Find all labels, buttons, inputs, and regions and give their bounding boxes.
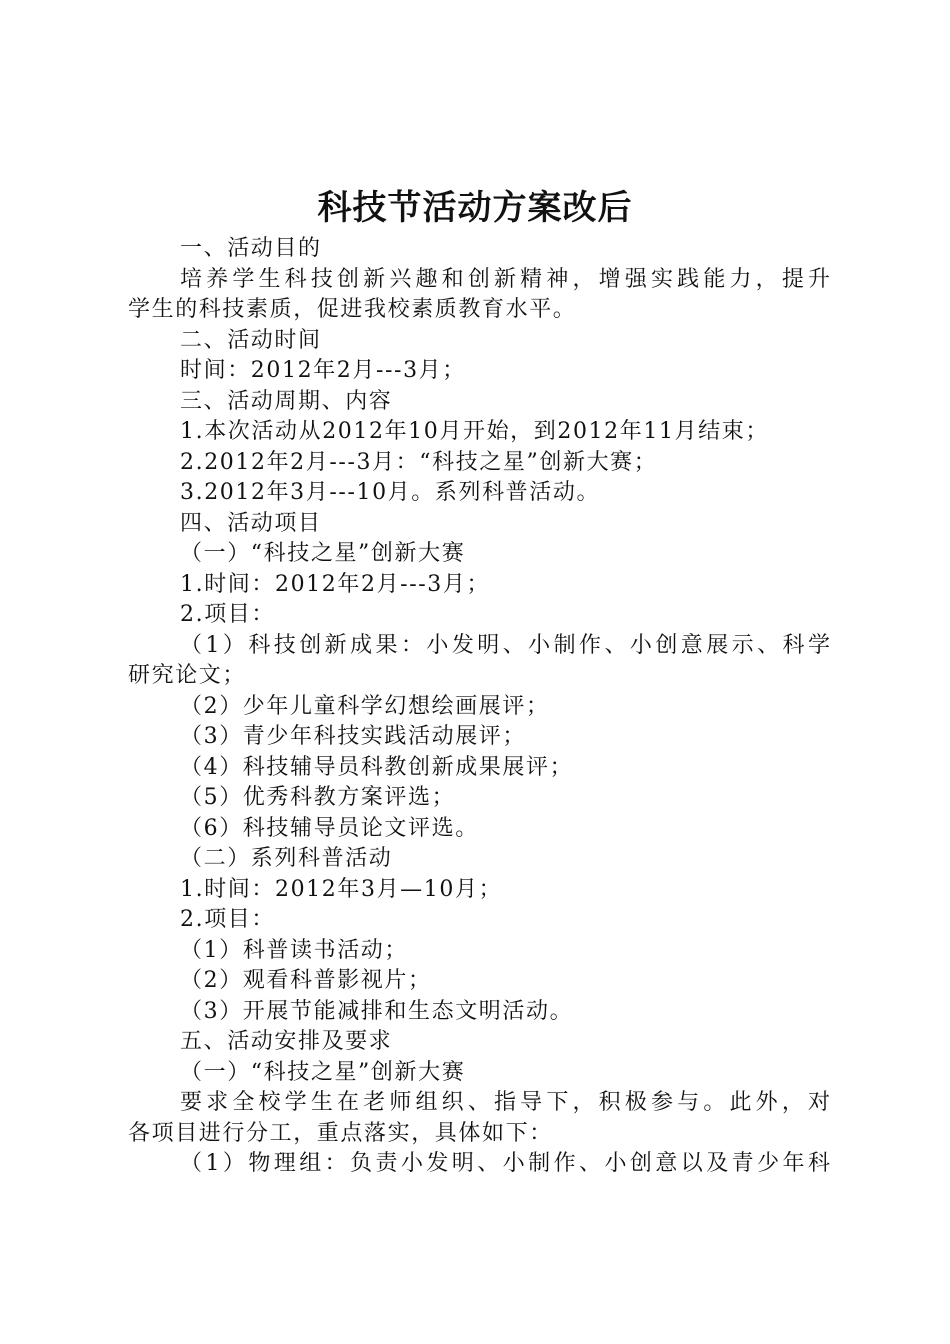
body-line: （2）观看科普影视片； — [180, 968, 432, 993]
body-line: 研究论文； — [128, 663, 247, 688]
body-line: （1）物理组：负责小发明、小制作、小创意以及青少年科 — [180, 1151, 830, 1176]
body-line: 三、活动周期、内容 — [180, 388, 393, 414]
body-line: 1.时间：2012年2月---3月； — [180, 571, 491, 597]
body-line: 2.项目： — [180, 907, 275, 932]
body-line: （3）开展节能减排和生态文明活动。 — [180, 998, 574, 1024]
body-line: 3.2012年3月---10月。系列科普活动。 — [180, 480, 601, 505]
body-line: 五、活动安排及要求 — [180, 1029, 393, 1054]
body-line: 培养学生科技创新兴趣和创新精神，增强实践能力，提升 — [180, 266, 830, 292]
body-line: （3）青少年科技实践活动展评； — [180, 724, 526, 749]
body-line: 一、活动目的 — [180, 236, 322, 261]
body-line: （一）“科技之星”创新大赛 — [180, 541, 466, 566]
body-line: 1.时间：2012年3月—10月； — [180, 876, 503, 902]
body-line: 2.项目： — [180, 602, 275, 627]
body-line: 要求全校学生在老师组织、指导下，积极参与。此外，对 — [180, 1090, 830, 1115]
body-line: 各项目进行分工，重点落实，具体如下： — [128, 1120, 553, 1146]
body-line: （6）科技辅导员论文评选。 — [180, 815, 479, 841]
document-body — [128, 234, 830, 1180]
body-line: 二、活动时间 — [180, 327, 322, 353]
body-line: （1）科技创新成果：小发明、小制作、小创意展示、科学 — [180, 632, 830, 658]
body-line: （2）少年儿童科学幻想绘画展评； — [180, 693, 550, 719]
document-title: 科技节活动方案改后 — [317, 188, 633, 228]
body-line: 2.2012年2月---3月：“科技之星”创新大赛； — [180, 449, 658, 475]
body-line: （二）系列科普活动 — [180, 846, 393, 871]
body-line: （4）科技辅导员科教创新成果展评； — [180, 754, 574, 780]
body-line: 1.本次活动从2012年10月开始，到2012年11月结束； — [180, 419, 769, 444]
body-line: （1）科普读书活动； — [180, 937, 408, 963]
body-line: 四、活动项目 — [180, 510, 322, 536]
body-line: 学生的科技素质，促进我校素质教育水平。 — [128, 297, 577, 322]
body-line: （一）“科技之星”创新大赛 — [180, 1059, 466, 1085]
body-line: 时间：2012年2月---3月； — [180, 358, 466, 383]
body-line: （5）优秀科教方案评选； — [180, 785, 456, 810]
